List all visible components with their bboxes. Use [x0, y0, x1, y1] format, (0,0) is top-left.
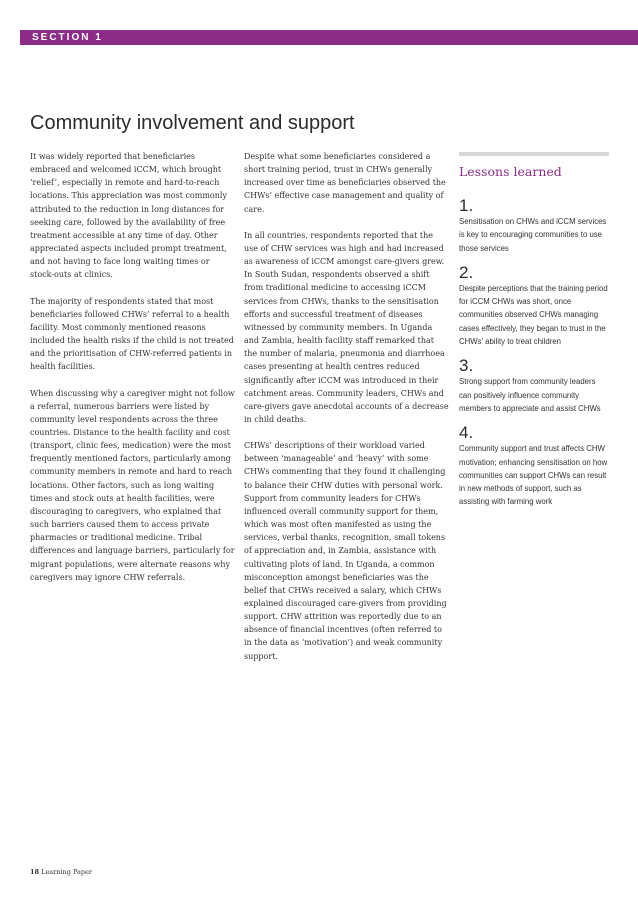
sidebar-divider: [459, 152, 609, 156]
lesson-item: [459, 357, 609, 415]
body-column-2: [244, 150, 449, 676]
lesson-item: [459, 424, 609, 508]
lessons-learned-title: Lessons learned: [459, 164, 562, 179]
body-paragraph: Despite what some beneficiaries considered a short training period, trust in CHWs generally increased over time as beneficiaries observed the CHWs’ effective case management and quality of care.: [244, 152, 446, 214]
lesson-number: 2.: [459, 262, 474, 282]
lesson-number: 1.: [459, 196, 474, 215]
lessons-learned-sidebar: [459, 152, 609, 518]
section-label: SECTION 1: [32, 32, 103, 43]
footer-label: Learning Paper: [41, 868, 93, 876]
lesson-text: Despite perceptions that the training period for iCCM CHWs was short, once communities observed CHWs managing cases effectively, they began to trust in the CHWs’ ability to treat children: [459, 283, 608, 347]
body-paragraph: In all countries, respondents reported that the use of CHW services was high and had increased as awareness of iCCM amongst care-givers grew. In South Sudan, respondents observed a shift from traditional medicine to accessing iCCM services from CHWs, thanks to the sensitisation efforts and successful treatment of diseases witnessed by community members. In Uganda and Zambia, health facility staff remarked that the number of malaria, pneumonia and diarrhoea cases presenting at health centres reduced significantly after iCCM was introduced in their catchment areas. Community leaders, CHWs and care-givers gave anecdotal accounts of a decrease in child deaths.: [244, 230, 449, 424]
lesson-number: 4.: [459, 423, 474, 443]
page-footer: [30, 868, 92, 876]
body-column-1: [30, 150, 235, 597]
lesson-item: [459, 264, 609, 348]
body-paragraph: When discussing why a caregiver might not follow a referral, numerous barriers were listed by community level respondents across the three countries. Distance to the health facility and cost (transport, clinic fees, medication) were the most frequently mentioned factors, particularly among community members in remote and hard to reach locations. Other factors, such as long waiting times and stock outs at health facilities, were discouraging to caregivers, who explained that such barriers caused them to access private pharmacies or traditional medicine. Tribal differences and language barriers, particularly for migrant populations, were alternate reasons why caregivers may ignore CHW referrals.: [30, 388, 235, 582]
lesson-text: Strong support from community leaders can positively influence community members to appreciate and assist CHWs: [459, 377, 601, 413]
lesson-text: Sensitisation on CHWs and iCCM services is key to encouraging communities to use those services: [459, 217, 607, 253]
body-paragraph: It was widely reported that beneficiaries embraced and welcomed iCCM, which brought ‘relief’, especially in remote and hard-to-reach locations. This appreciation was most commonly attributed to the reduction in long distances for seeking care, followed by the availability of free treatment accessible at any time of day. Other appreciated aspects included prompt treatment, and not having to face long waiting times or stock-outs at clinics.: [30, 152, 227, 280]
body-paragraph: The majority of respondents stated that most beneficiaries followed CHWs’ referral to a health facility. Most commonly mentioned reasons included the health risks if the child is not treated and the prioritisation of CHW-referred patients in health facilities.: [30, 296, 234, 372]
body-paragraph: CHWs’ descriptions of their workload varied between ‘manageable’ and ‘heavy’ with some CHWs commenting that they found it challenging to balance their CHW duties with personal work. Support from community leaders for CHWs influenced overall community support for them, which was most often manifested as using the services, verbal thanks, recognition, small tokens of appreciation and, in Zambia, assistance with cultivating plots of land. In Uganda, a common misconception amongst beneficiaries was the belief that CHWs received a salary, which CHWs explained discouraged care-givers from providing support. CHW attrition was reportedly due to an absence of financial incentives (often referred to in the data as ‘motivation’) and weak community support.: [244, 441, 447, 661]
page-title: Community involvement and support: [30, 112, 355, 134]
lesson-number: 3.: [459, 356, 474, 376]
lesson-text: Community support and trust affects CHW motivation; enhancing sensitisation on how communities can support CHWs can result in new methods of support, such as assisting with farming work: [459, 444, 608, 507]
lesson-item: [459, 197, 609, 255]
page-number: 18: [30, 868, 40, 876]
section-header-bar: [20, 30, 638, 45]
